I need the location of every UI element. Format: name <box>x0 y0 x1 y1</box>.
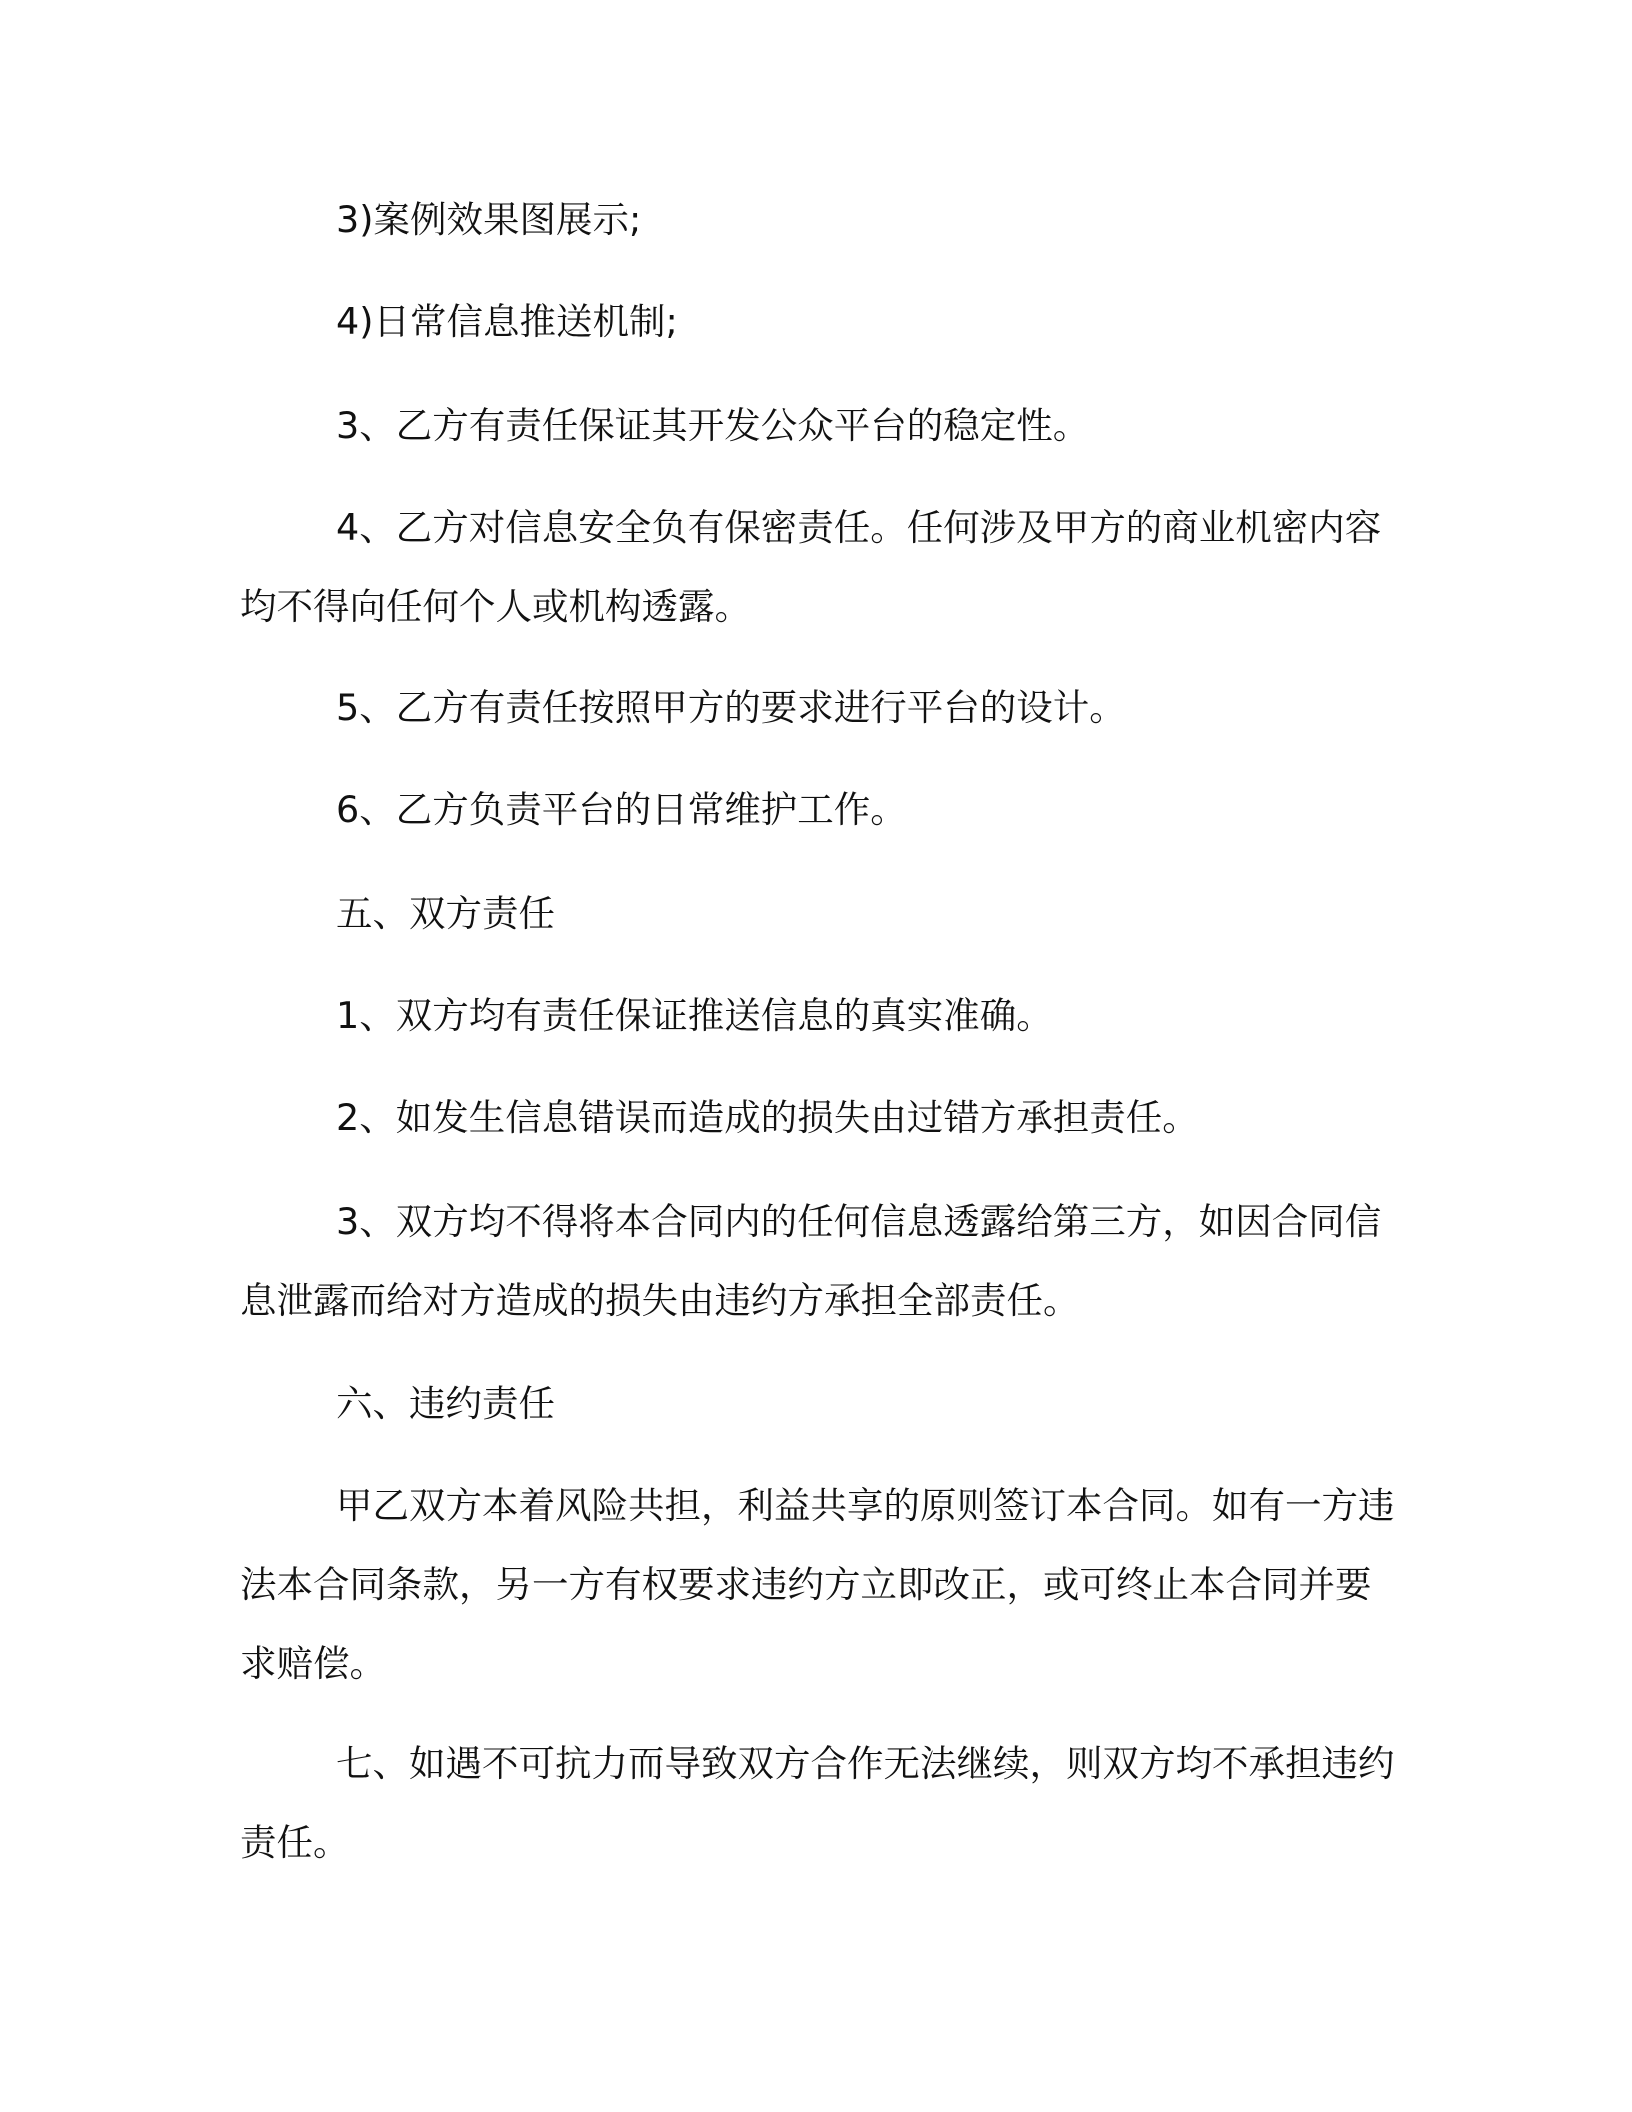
paragraph-push-mechanism: 4)日常信息推送机制; <box>336 300 678 343</box>
paragraph-accuracy-clause: 1、双方均有责任保证推送信息的真实准确。 <box>336 994 1053 1037</box>
paragraph-error-liability-clause: 2、如发生信息错误而造成的损失由过错方承担责任。 <box>336 1096 1199 1139</box>
paragraph-stability-clause: 3、乙方有责任保证其开发公众平台的稳定性。 <box>336 404 1090 447</box>
paragraph-design-clause: 5、乙方有责任按照甲方的要求进行平台的设计。 <box>336 686 1126 729</box>
paragraph-force-majeure-clause: 七、如遇不可抗力而导致双方合作无法继续，则双方均不承担违约责任。 <box>240 1742 1395 1864</box>
paragraph-disclosure-clause: 3、双方均不得将本合同内的任何信息透露给第三方，如因合同信息泄露而给对方造成的损失由违约方承担全部责任。 <box>240 1200 1382 1322</box>
paragraph-confidentiality-clause: 4、乙方对信息安全负有保密责任。任何涉及甲方的商业机密内容均不得向任何个人或机构透露。 <box>240 506 1382 628</box>
paragraph-risk-sharing-clause: 甲乙双方本着风险共担，利益共享的原则签订本合同。如有一方违法本合同条款，另一方有权要求违约方立即改正，或可终止本合同并要求赔偿。 <box>240 1484 1395 1685</box>
paragraph-maintenance-clause: 6、乙方负责平台的日常维护工作。 <box>336 788 907 831</box>
section-heading-mutual-duties: 五、双方责任 <box>336 892 555 935</box>
section-heading-breach-liability: 六、违约责任 <box>336 1382 555 1425</box>
paragraph-case-effect: 3)案例效果图展示; <box>336 198 642 241</box>
